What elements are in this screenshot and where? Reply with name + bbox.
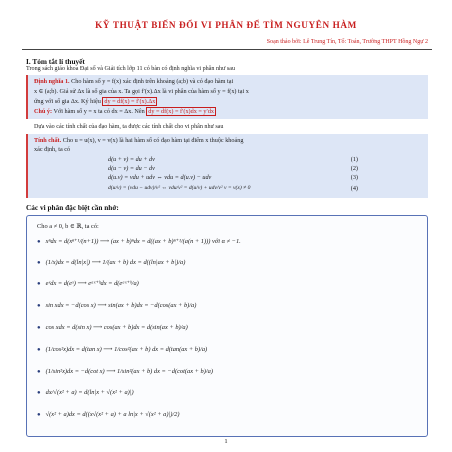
property-row-1: d(u + v) = du + dv bbox=[108, 156, 155, 163]
property-number-2: (2) bbox=[350, 165, 358, 172]
page-title: KỸ THUẬT BIẾN ĐỔI VI PHÂN ĐỂ TÌM NGUYÊN HÀM bbox=[95, 20, 357, 30]
properties-intro: Dựa vào các tính chất của đạo hàm, ta được các tính chất cho vi phân như sau bbox=[34, 124, 224, 130]
bullet-icon: ● bbox=[37, 325, 41, 331]
differential-item: ● √(x² + a)dx = d((x√(x² + a) + a ln|x + √(x² + a)|)/2) bbox=[37, 411, 180, 418]
differential-item: ● (1/x)dx = d(ln|x|) ⟶ 1/(ax + b) dx = d((ln|ax + b|)/a) bbox=[37, 259, 186, 266]
bullet-icon: ● bbox=[37, 303, 41, 309]
bullet-icon: ● bbox=[37, 412, 41, 418]
property-row-4: d(u/v) = (vdu − udv)/v² ⇔ vdu/v² = d(u/v) + udv/v² v = v(x) ≠ 0 bbox=[108, 185, 251, 191]
definition-label: Định nghĩa 1. bbox=[34, 78, 70, 85]
differential-item: ● sin xdx = −d(cos x) ⟶ sin(ax + b)dx = −d(cos(ax + b)/a) bbox=[37, 302, 197, 309]
property-number-1: (1) bbox=[350, 156, 358, 163]
definition-line-2: x ∈ (a;b). Giả sử Δx là số gia của x. Ta gọi f′(x).Δx là vi phân của hàm số y = f(x) tại x bbox=[34, 88, 249, 95]
page-number: 1 bbox=[224, 438, 228, 445]
note-formula: dy = df(x) = f′(x)dx = y′dx bbox=[148, 108, 215, 115]
differential-item: ● (1/sin²x)dx = −d(cot x) ⟶ 1/sin²(ax + b) dx = −d(cot(ax + b)/a) bbox=[37, 368, 213, 375]
special-differentials-box bbox=[26, 215, 428, 437]
bullet-icon: ● bbox=[37, 239, 41, 245]
properties-line-2: xác định, ta có bbox=[34, 146, 71, 153]
properties-box bbox=[26, 134, 428, 198]
bullet-icon: ● bbox=[37, 369, 41, 375]
author-byline: Soạn thảo bởi: Lê Trung Tín, Tổ: Toán, Trường THPT Hồng Ngự 2 bbox=[266, 39, 428, 45]
section2-heading: Các vi phân đặc biệt cần nhớ: bbox=[26, 203, 119, 212]
property-number-4: (4) bbox=[350, 185, 358, 192]
definition-line-1: Định nghĩa 1. Cho hàm số y = f(x) xác định trên khoảng (a;b) và có đạo hàm tại bbox=[34, 78, 234, 85]
property-number-3: (3) bbox=[350, 174, 358, 181]
bullet-icon: ● bbox=[37, 281, 41, 287]
bullet-icon: ● bbox=[37, 260, 41, 266]
differential-item: ● cos xdx = d(sin x) ⟶ cos(ax + b)dx = d(sin(ax + b)/a) bbox=[37, 324, 188, 331]
differential-item: ● xⁿdx = d(xⁿ⁺¹/(n+1)) ⟶ (ax + b)ⁿdx = d((ax + b)ⁿ⁺¹/(a(n + 1))) với α ≠ −1. bbox=[37, 238, 241, 245]
note-label: Chú ý: bbox=[34, 108, 53, 115]
bullet-icon: ● bbox=[37, 390, 41, 396]
definition-box bbox=[26, 75, 428, 119]
special-intro: Cho a ≠ 0, b ∈ ℝ, ta có: bbox=[37, 223, 99, 230]
bullet-icon: ● bbox=[37, 347, 41, 353]
properties-label: Tính chất. bbox=[34, 137, 62, 144]
section1-heading: I. Tóm tắt lí thuyết bbox=[26, 57, 85, 66]
section1-intro: Trong sách giáo khoa Đại số và Giải tích lớp 11 có bàn có định nghĩa vi phân như sau bbox=[26, 66, 235, 72]
definition-line-3: ứng với số gia Δx. Ký hiệu dy = df(x) = f′(x).Δx bbox=[34, 98, 156, 105]
differential-item: ● eˣdx = d(eˣ) ⟶ eᵃˣ⁺ᵇdx = d(eᵃˣ⁺ᵇ/a) bbox=[37, 280, 139, 287]
definition-formula: dy = df(x) = f′(x).Δx bbox=[104, 98, 156, 105]
property-row-2: d(u − v) = du − dv bbox=[108, 165, 155, 172]
note-line: Chú ý: Với hàm số y = x ta có dx = Δx. Nên dy = df(x) = f′(x)dx = y′dx bbox=[34, 108, 215, 115]
differential-item: ● (1/cos²x)dx = d(tan x) ⟶ 1/cos²(ax + b) dx = d(tan(ax + b)/a) bbox=[37, 346, 208, 353]
differential-item: ● dx/√(x² + a) = d(ln|x + √(x² + a)|) bbox=[37, 389, 134, 396]
header-divider bbox=[22, 49, 432, 50]
properties-line-1: Tính chất. Cho u = u(x), v = v(x) là hai hàm số có đạo hàm tại điểm x thuộc khoảng bbox=[34, 137, 244, 144]
property-row-3: d(u.v) = vdu + udv ⇔ vdu = d(u.v) − udv bbox=[108, 174, 212, 181]
